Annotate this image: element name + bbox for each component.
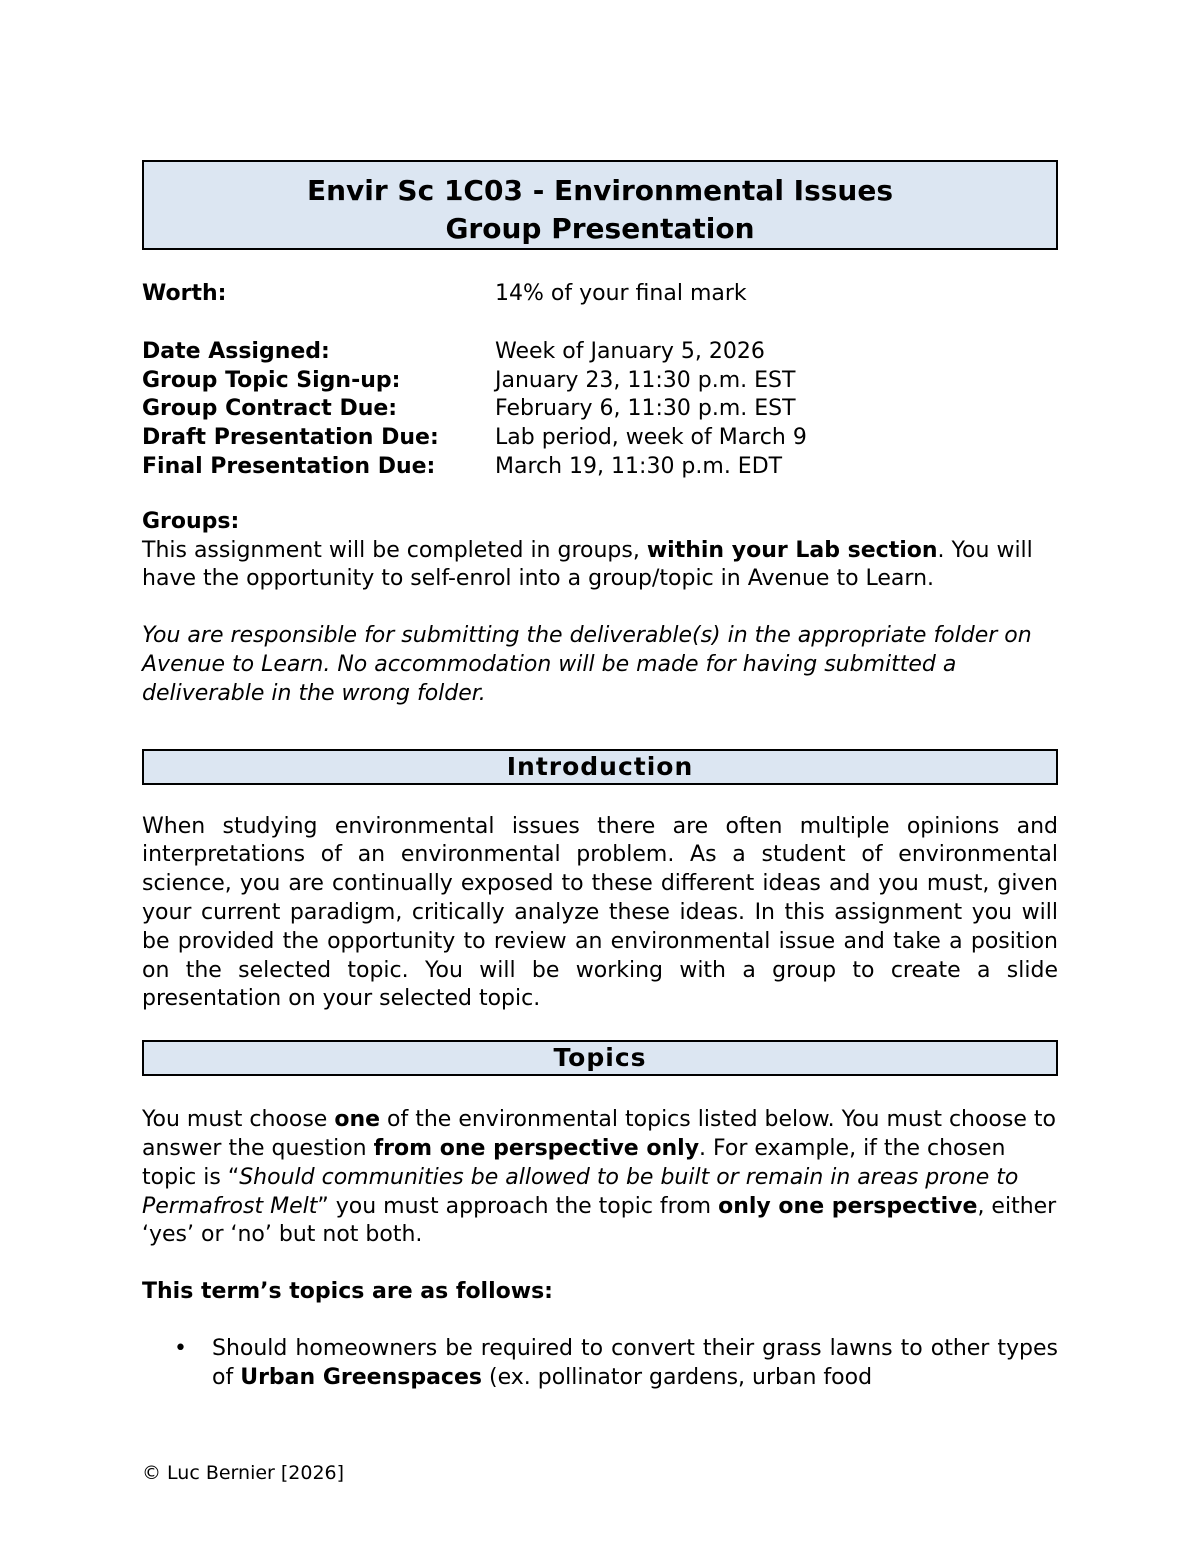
- info-row-draft: [142, 424, 1058, 453]
- title-box: [142, 160, 1058, 250]
- text-run: You must choose: [142, 1107, 335, 1133]
- info-value: Lab period, week of March 9: [495, 425, 807, 451]
- text-run-bold: one: [334, 1107, 381, 1133]
- info-value: March 19, 11:30 p.m. EDT: [495, 453, 783, 479]
- list-item: [142, 1335, 1058, 1393]
- document-page: [142, 160, 1058, 1393]
- text-run: (ex. pollinator gardens, urban food: [482, 1364, 873, 1390]
- info-label: Group Topic Sign-up:: [142, 367, 401, 393]
- info-row-contract: [142, 395, 1058, 424]
- text-run-bold: within your Lab section: [646, 537, 938, 563]
- text-run: of the environmental topics listed below. You must choose to answer the question: [142, 1107, 1056, 1161]
- submission-note: You are responsible for submitting the deliverable(s) in the appropriate folder on Avenue to Learn. No accommodation will be made for having submitted a deliverable in the wrong folder.: [142, 623, 1032, 706]
- text-run: ” you must approach the topic from: [317, 1193, 719, 1219]
- introduction-paragraph: When studying environmental issues there are often multiple opinions and interpretations of an environmental problem. As a student of environmental science, you are continually exposed to these different ideas and you must, given your current paradigm, critically analyze these ideas. In this assignment you will be provided the opportunity to review an environmental issue and take a position on the selected topic. You will be working with a group to create a slide presentation on your selected topic.: [142, 813, 1058, 1012]
- groups-paragraph: [142, 537, 1058, 595]
- text-run-bold: from one perspective only: [373, 1135, 700, 1161]
- info-label: Worth:: [142, 281, 227, 306]
- introduction-heading: Introduction: [142, 749, 1058, 785]
- groups-heading: Groups:: [142, 508, 240, 534]
- info-value: 14% of your final mark: [495, 281, 747, 306]
- info-value: February 6, 11:30 p.m. EST: [495, 396, 796, 422]
- info-row-worth: [142, 280, 1058, 309]
- text-run-bold: Urban Greenspaces: [240, 1364, 482, 1390]
- info-label: Draft Presentation Due:: [142, 425, 439, 451]
- text-run-bold: only one perspective: [718, 1193, 978, 1219]
- text-run: . For example, if the chosen topic is “: [142, 1135, 1006, 1190]
- info-row-signup: [142, 367, 1058, 396]
- term-topics-heading: This term’s topics are as follows:: [142, 1279, 553, 1305]
- info-row-date-assigned: [142, 338, 1058, 367]
- topic-item-text: [212, 1335, 1058, 1393]
- text-run: , either ‘yes’ or ‘no’ but not both.: [142, 1193, 1057, 1248]
- text-run: This assignment will be completed in groups,: [142, 537, 647, 563]
- info-label: Final Presentation Due:: [142, 453, 436, 479]
- info-label: Date Assigned:: [142, 338, 330, 364]
- topics-paragraph: [142, 1106, 1058, 1250]
- text-run: . You will have the opportunity to self-enrol into a group/topic in Avenue to Learn.: [142, 537, 1033, 592]
- page-title: Envir Sc 1C03 - Environmental Issues: [306, 174, 894, 207]
- info-row-final: [142, 453, 1058, 482]
- info-label: Group Contract Due:: [142, 396, 398, 422]
- text-run-italic: Should communities be allowed to be built or remain in areas prone to Permafrost Melt: [142, 1164, 1019, 1219]
- copyright-footer: © Luc Bernier [2026]: [142, 1462, 345, 1484]
- assignment-info: [142, 280, 1058, 482]
- info-value: Week of January 5, 2026: [495, 338, 765, 364]
- bullet-icon: •: [174, 1335, 187, 1361]
- info-value: January 23, 11:30 p.m. EST: [495, 367, 796, 393]
- topics-heading: Topics: [142, 1040, 1058, 1076]
- page-subtitle: Group Presentation: [445, 212, 755, 245]
- text-run: Should homeowners be required to convert their grass lawns to other types of: [212, 1335, 1058, 1390]
